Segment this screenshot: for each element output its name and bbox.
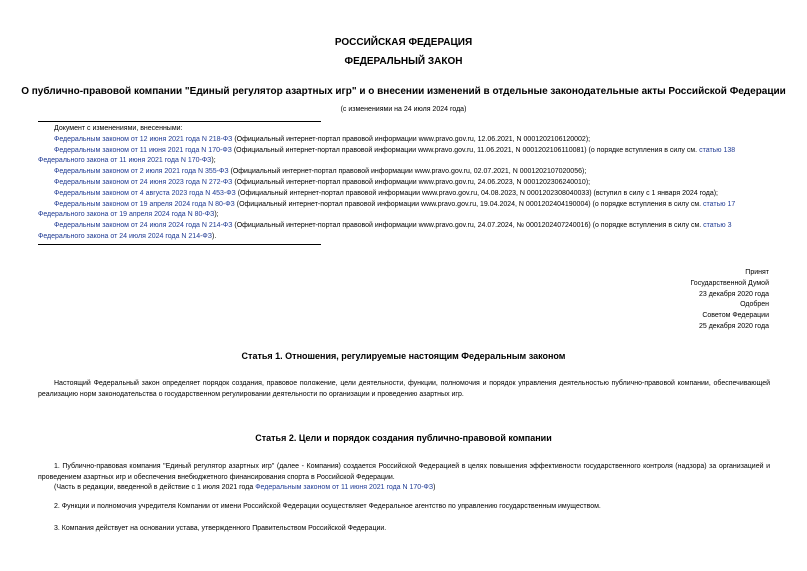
amendment-link[interactable]: Федеральным законом от 24 июля 2024 года N 214-ФЗ <box>54 222 233 230</box>
document-title: О публично-правовой компании "Единый регулятор азартных игр" и о внесении изменений в отдельные законодательные акты Российской Федерации <box>21 86 786 97</box>
article-1-title: Статья 1. Отношения, регулируемые настоящим Федеральным законом <box>241 351 566 361</box>
article-2-part-2: 2. Функции и полномочия учредителя Компании от имени Российской Федерации осуществляет Федеральное агентство по управлению государственным имуществом. <box>54 503 601 510</box>
article-2-part-3: 3. Компания действует на основании устава, утвержденного Правительством Российской Федерации. <box>54 525 387 532</box>
amendment-link[interactable]: Федеральным законом от 12 июня 2021 года N 218-ФЗ <box>54 135 233 143</box>
article-1-text: Настоящий Федеральный закон определяет порядок создания, правовое положение, цели деятельности, функции, полномочия и порядок управления деятельностью публично-правовой компании, обеспечивающей реализацию норм законодательства о государственном регулировании деятельности по организации и проведению азартных игр. <box>38 380 770 398</box>
approved-date: 25 декабря 2020 года <box>698 322 769 330</box>
approved-by: Советом Федерации <box>702 312 769 320</box>
amendment-link[interactable]: Федеральным законом от 11 июня 2021 года N 170-ФЗ <box>54 146 232 154</box>
approved-label: Одобрен <box>740 301 769 309</box>
amendment-link[interactable]: Федерального закона от 11 июня 2021 года N 170-ФЗ <box>38 157 212 165</box>
amendments-intro: Документ с изменениями, внесенными: <box>54 125 183 132</box>
amendment-item: Федеральным законом от 11 июня 2021 года N 170-ФЗ (Официальный интернет-портал правовой информации www.pravo.gov.ru, 11.06.2021, N 0001202106110081) (о порядке вступления в силу см. статью 138 <box>54 146 736 154</box>
article-link[interactable]: статью 17 <box>703 200 736 208</box>
acceptance-block <box>569 268 769 333</box>
top-divider <box>38 121 321 122</box>
amendment-item: Федеральным законом от 12 июня 2021 года N 218-ФЗ (Официальный интернет-портал правовой информации www.pravo.gov.ru, 12.06.2021, N 0001202106120002); <box>54 135 591 143</box>
bottom-divider <box>38 244 321 245</box>
article-2-title: Статья 2. Цели и порядок создания публично-правовой компании <box>255 433 552 443</box>
amendment-item: Федеральным законом от 2 июля 2021 года N 355-ФЗ (Официальный интернет-портал правовой информации www.pravo.gov.ru, 02.07.2021, N 0001202107020056); <box>54 168 587 176</box>
edition-note: (Часть в редакции, введенной в действие с 1 июля 2021 года Федеральным законом от 11 июня 2021 года N 170-ФЗ) <box>54 484 436 491</box>
amendment-link[interactable]: Федеральным законом от 2 июля 2021 года N 355-ФЗ <box>54 168 229 176</box>
amendment-item-continuation: Федерального закона от 19 апреля 2024 года N 80-ФЗ); <box>38 211 219 219</box>
accepted-label: Принят <box>745 269 769 276</box>
article-2-part-1: 1. Публично-правовая компания "Единый регулятор азартных игр" (далее - Компания) создается Российской Федерацией в целях повышения эффективности государственного контроля (надзора) за организацией и проведением азартных игр и обеспечения внебюджетного финансирования спорта в Российской Федерации. (Часть в редакции, введенной в действие с 1 июля 2021 года Федеральным законом от 11 июня 2021 года N 170-ФЗ) <box>38 462 770 494</box>
accepted-date: 23 декабря 2020 года <box>698 290 769 298</box>
revision-note: (с изменениями на 24 июля 2024 года) <box>340 106 467 113</box>
amendment-link[interactable]: Федеральным законом от 11 июня 2021 года N 170-ФЗ <box>255 484 434 491</box>
amendment-item: Федеральным законом от 24 июня 2023 года N 272-ФЗ (Официальный интернет-портал правовой информации www.pravo.gov.ru, 24.06.2023, N 0001202306240010); <box>54 178 591 186</box>
country-heading: РОССИЙСКАЯ ФЕДЕРАЦИЯ <box>334 37 473 48</box>
article-link[interactable]: статью 3 <box>703 222 732 230</box>
amendment-item-continuation: Федерального закона от 24 июля 2024 года N 214-ФЗ). <box>38 232 217 240</box>
amendments-list <box>38 124 778 243</box>
law-type-heading: ФЕДЕРАЛЬНЫЙ ЗАКОН <box>344 56 463 67</box>
amendment-link[interactable]: Федерального закона от 19 апреля 2024 года N 80-ФЗ <box>38 211 215 219</box>
amendment-link[interactable]: Федеральным законом от 4 августа 2023 года N 453-ФЗ <box>54 189 236 197</box>
accepted-by: Государственной Думой <box>690 279 769 287</box>
amendment-item-continuation: Федерального закона от 11 июня 2021 года N 170-ФЗ); <box>38 157 216 165</box>
article-link[interactable]: статью 138 <box>699 146 736 154</box>
amendment-link[interactable]: Федеральным законом от 19 апреля 2024 года N 80-ФЗ <box>54 200 235 208</box>
amendment-link[interactable]: Федерального закона от 24 июля 2024 года N 214-ФЗ <box>38 232 212 240</box>
amendment-item: Федеральным законом от 24 июля 2024 года N 214-ФЗ (Официальный интернет-портал правовой информации www.pravo.gov.ru, 24.07.2024, № 0001202407240016) (о порядке вступления в силу см. статью 3 <box>54 222 732 230</box>
amendment-link[interactable]: Федеральным законом от 24 июня 2023 года N 272-ФЗ <box>54 178 233 186</box>
amendment-item: Федеральным законом от 4 августа 2023 года N 453-ФЗ (Официальный интернет-портал правовой информации www.pravo.gov.ru, 04.08.2023, N 0001202308040033) (вступил в силу с 1 января 2024 года); <box>54 189 719 197</box>
amendment-item: Федеральным законом от 19 апреля 2024 года N 80-ФЗ (Официальный интернет-портал правовой информации www.pravo.gov.ru, 19.04.2024, N 0001202404190004) (о порядке вступления в силу см. статью 17 <box>54 200 736 208</box>
